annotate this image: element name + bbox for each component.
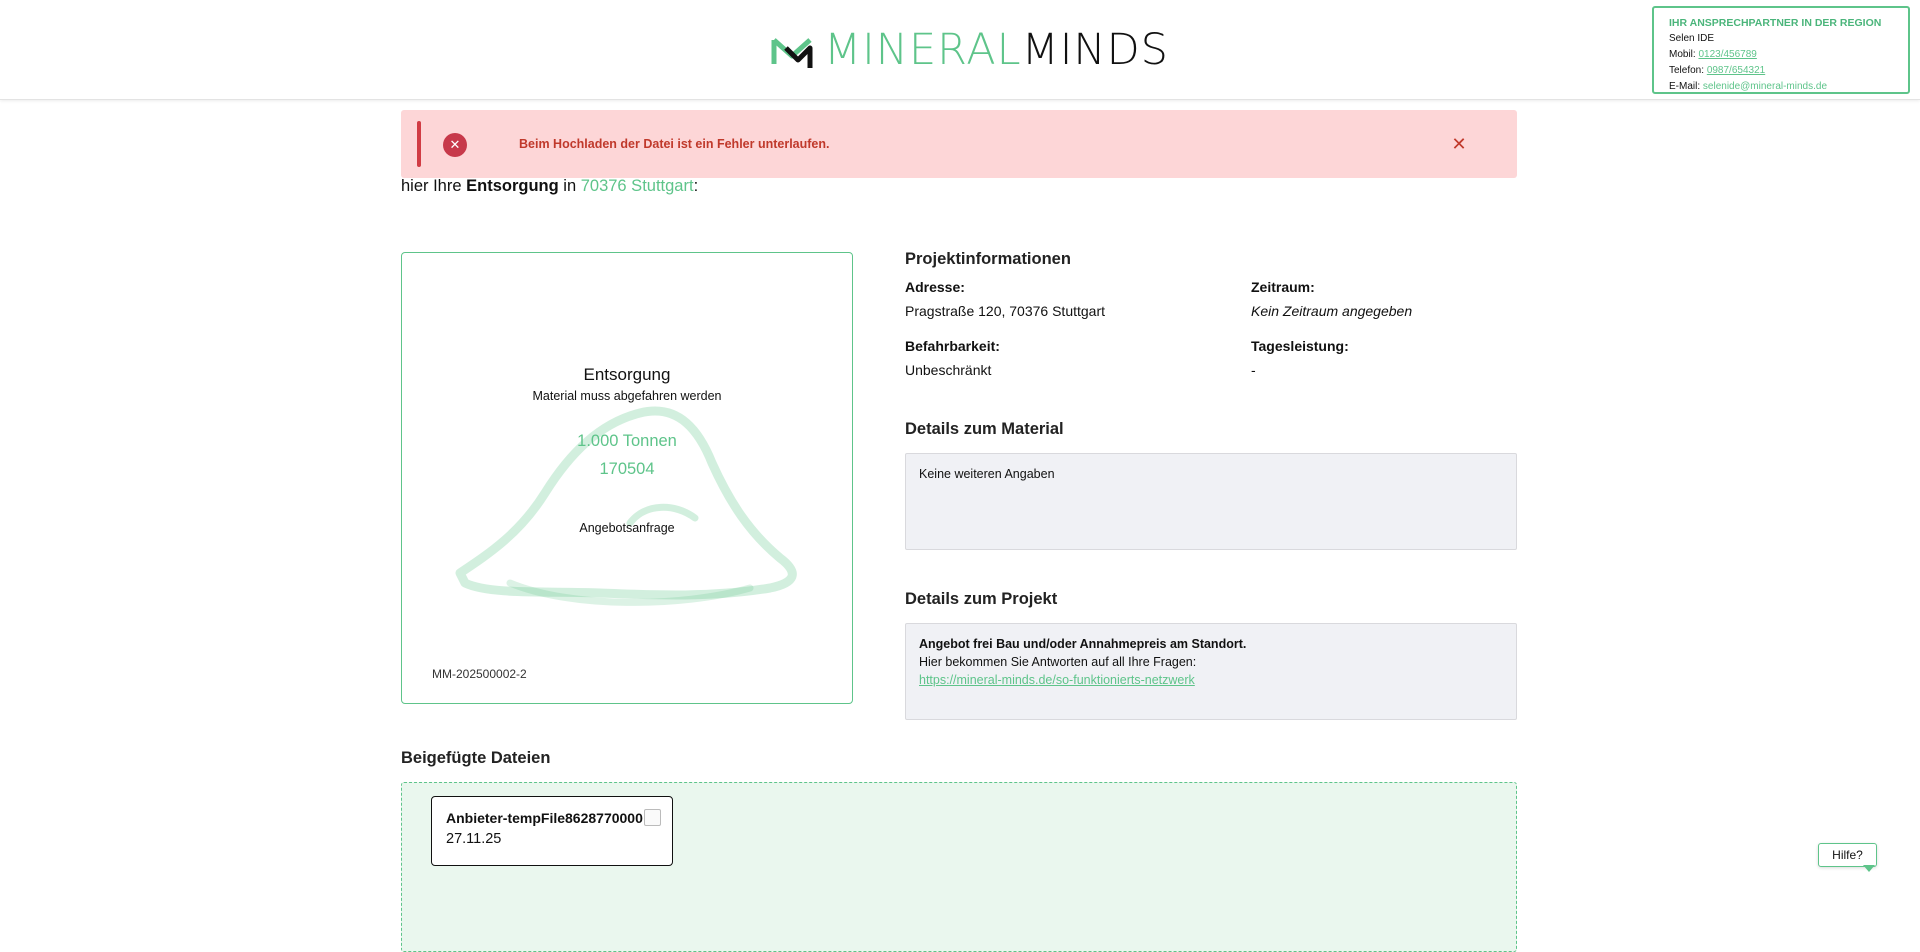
logo-mark-icon	[770, 28, 814, 72]
intro-location: 70376 Stuttgart	[580, 177, 694, 195]
listing-type: Entsorgung	[583, 365, 671, 384]
contact-phone-row	[1669, 63, 1893, 79]
contact-title: IHR ANSPRECHPARTNER IN DER REGION	[1669, 17, 1882, 29]
listing-quantity: 1.000 Tonnen	[577, 432, 677, 450]
listing-request-type: Angebotsanfrage	[579, 521, 675, 535]
file-name: Anbieter-tempFile8628770000	[446, 810, 643, 826]
contact-phone-link[interactable]: 0987/654321	[1706, 65, 1766, 76]
listing-waste-code: 170504	[599, 460, 655, 478]
daily-output-value: -	[1251, 362, 1256, 378]
project-details-line2: Hier bekommen Sie Antworten auf all Ihre Fragen:	[919, 655, 1197, 669]
address-value: Pragstraße 120, 70376 Stuttgart	[905, 303, 1106, 319]
site-header	[0, 0, 1920, 100]
access-value: Unbeschränkt	[905, 362, 992, 378]
close-alert-button[interactable]: ✕	[1451, 134, 1467, 154]
contact-phone-label: Telefon:	[1669, 65, 1705, 76]
access-label: Befahrbarkeit:	[905, 338, 1000, 354]
project-details-line1: Angebot frei Bau und/oder Annahmepreis am Standort.	[919, 637, 1247, 651]
intro-prefix: hier Ihre	[401, 177, 467, 195]
material-details-box	[905, 453, 1517, 550]
contact-mobile-label: Mobil:	[1669, 49, 1696, 60]
material-details-title: Details zum Material	[905, 420, 1064, 438]
contact-email-row	[1669, 79, 1893, 95]
file-date: 27.11.25	[446, 831, 502, 847]
listing-card-content	[402, 365, 852, 535]
error-icon: ✕	[443, 133, 467, 157]
file-select-checkbox[interactable]	[644, 809, 661, 826]
logo-text-minds: MINDS	[1021, 25, 1169, 75]
contact-name: Selen IDE	[1669, 33, 1715, 44]
upload-error-alert	[401, 110, 1517, 178]
daily-output-label: Tagesleistung:	[1251, 338, 1349, 354]
contact-mobile-row	[1669, 47, 1893, 63]
logo-text-mineral: MINERAL	[824, 25, 1022, 75]
listing-card[interactable]	[401, 252, 853, 704]
contact-email-link[interactable]: selenide@mineral-minds.de	[1702, 81, 1828, 92]
alert-accent-bar	[417, 121, 421, 167]
logo-text	[824, 25, 1169, 75]
intro-mid: in	[558, 177, 581, 195]
help-button[interactable]: Hilfe?	[1818, 843, 1877, 867]
alert-message: Beim Hochladen der Datei ist ein Fehler unterlaufen.	[519, 137, 830, 151]
logo[interactable]	[770, 25, 1169, 75]
contact-email-label: E-Mail:	[1669, 81, 1701, 92]
project-details-box	[905, 623, 1517, 720]
intro-line	[401, 177, 698, 196]
project-details-title: Details zum Projekt	[905, 590, 1058, 608]
listing-id: MM-202500002-2	[432, 667, 527, 681]
intro-type: Entsorgung	[466, 177, 559, 195]
material-details-text: Keine weiteren Angaben	[919, 467, 1055, 481]
contact-mobile-link[interactable]: 0123/456789	[1698, 49, 1757, 60]
project-info-title: Projektinformationen	[905, 250, 1071, 268]
address-label: Adresse:	[905, 279, 965, 295]
file-card[interactable]	[431, 796, 673, 866]
listing-subtitle: Material muss abgefahren werden	[532, 389, 722, 403]
attachments-title: Beigefügte Dateien	[401, 749, 551, 767]
regional-contact-box	[1652, 6, 1910, 94]
period-label: Zeitraum:	[1251, 279, 1315, 295]
faq-link[interactable]: https://mineral-minds.de/so-funktionierts-netzwerk	[919, 673, 1195, 687]
intro-suffix: :	[693, 177, 699, 195]
period-value: Kein Zeitraum angegeben	[1251, 303, 1413, 319]
help-bubble-tail	[1863, 865, 1875, 872]
file-drop-zone[interactable]	[401, 782, 1517, 952]
